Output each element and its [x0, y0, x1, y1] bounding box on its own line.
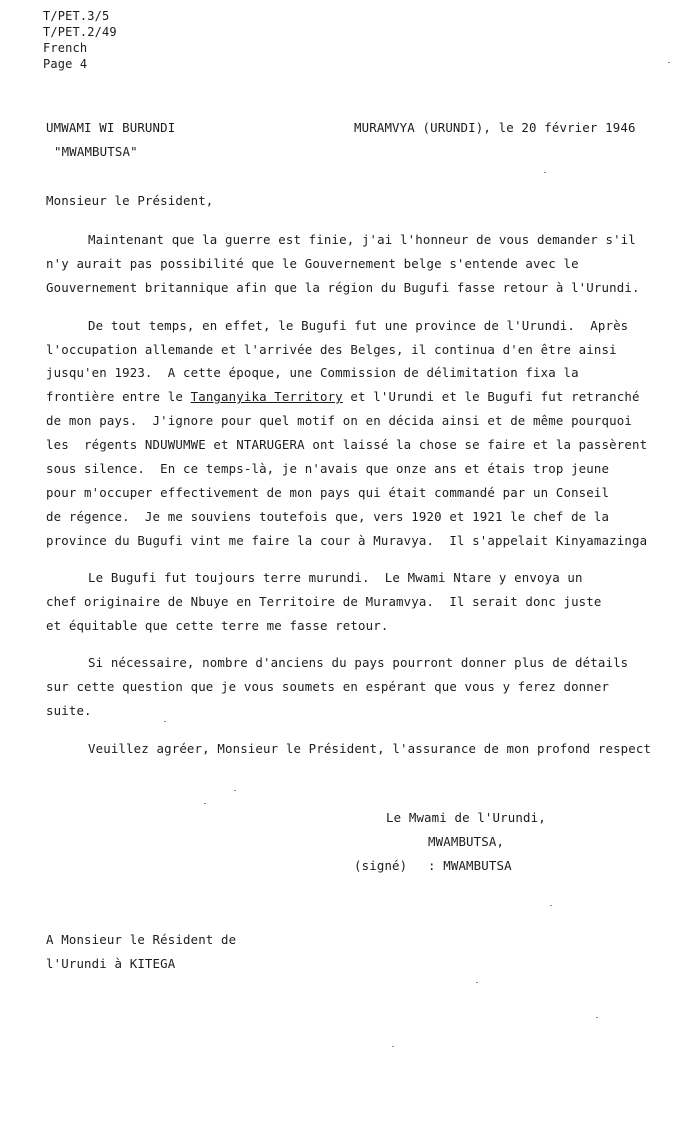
- salutation: Monsieur le Président,: [46, 193, 214, 208]
- signatory-title: Le Mwami de l'Urundi,: [386, 810, 546, 825]
- paragraph-line: suite.: [46, 703, 92, 718]
- signatory-name: MWAMBUTSA,: [428, 834, 505, 849]
- underlined-territory-name: Tanganyika Territory: [190, 389, 343, 404]
- paragraph-line: sur cette question que je vous soumets en espérant que vous y ferez donner: [46, 679, 610, 694]
- paragraph-line: Le Bugufi fut toujours terre murundi. Le Mwami Ntare y envoya un: [88, 570, 583, 585]
- scan-speck: [392, 1046, 394, 1047]
- paragraph-line: sous silence. En ce temps-là, je n'avais que onze ans et étais trop jeune: [46, 461, 610, 476]
- scan-speck: [164, 721, 166, 722]
- page-number: Page 4: [43, 57, 88, 71]
- scan-speck: [476, 982, 478, 983]
- paragraph-line: chef originaire de Nbuye en Territoire de Muramvya. Il serait donc juste: [46, 594, 602, 609]
- scan-speck: [550, 905, 552, 906]
- sender-name: "MWAMBUTSA": [54, 144, 138, 159]
- paragraph-line: Maintenant que la guerre est finie, j'ai l'honneur de vous demander s'il: [88, 232, 636, 247]
- paragraph-line: jusqu'en 1923. A cette époque, une Commission de délimitation fixa la: [46, 365, 579, 380]
- paragraph-line: de régence. Je me souviens toutefois que, vers 1920 et 1921 le chef de la: [46, 509, 610, 524]
- closing-formula: Veuillez agréer, Monsieur le Président, l'assurance de mon profond respect: [88, 741, 652, 756]
- paragraph-line: province du Bugufi vint me faire la cour à Muravya. Il s'appelait Kinyamazinga: [46, 533, 648, 548]
- signed-mark: (signé): [354, 858, 408, 873]
- scan-speck: [234, 790, 236, 791]
- paragraph-line: pour m'occuper effectivement de mon pays qui était commandé par un Conseil: [46, 485, 610, 500]
- recipient-line: l'Urundi à KITEGA: [46, 956, 176, 971]
- paragraph-line: de mon pays. J'ignore pour quel motif on en décida ainsi et de même pourquoi: [46, 413, 632, 428]
- signatory-signed-name: : MWAMBUTSA: [428, 858, 512, 873]
- scan-speck: [596, 1017, 598, 1018]
- place-and-date: MURAMVYA (URUNDI), le 20 février 1946: [354, 120, 636, 135]
- paragraph-line: les régents NDUWUMWE et NTARUGERA ont laissé la chose se faire et la passèrent: [46, 437, 648, 452]
- document-language: French: [43, 41, 88, 55]
- sender-title: UMWAMI WI BURUNDI: [46, 120, 176, 135]
- scan-speck: [668, 62, 670, 63]
- paragraph-line: n'y aurait pas possibilité que le Gouvernement belge s'entende avec le: [46, 256, 579, 271]
- paragraph-line: Gouvernement britannique afin que la région du Bugufi fasse retour à l'Urundi.: [46, 280, 640, 295]
- recipient-line: A Monsieur le Résident de: [46, 932, 237, 947]
- paragraph-line: et équitable que cette terre me fasse retour.: [46, 618, 389, 633]
- scan-speck: [544, 172, 546, 173]
- paragraph-line: [46, 389, 640, 405]
- text-segment: et l'Urundi et le Bugufi fut retranché: [342, 389, 640, 404]
- text-segment: frontière entre le: [46, 389, 191, 404]
- paragraph-line: Si nécessaire, nombre d'anciens du pays pourront donner plus de détails: [88, 655, 629, 670]
- scan-speck: [204, 803, 206, 804]
- paragraph-line: De tout temps, en effet, le Bugufi fut une province de l'Urundi. Après: [88, 318, 629, 333]
- paragraph-line: l'occupation allemande et l'arrivée des Belges, il continua d'en être ainsi: [46, 342, 617, 357]
- document-reference-1: T/PET.3/5: [43, 9, 110, 23]
- document-reference-2: T/PET.2/49: [43, 25, 117, 39]
